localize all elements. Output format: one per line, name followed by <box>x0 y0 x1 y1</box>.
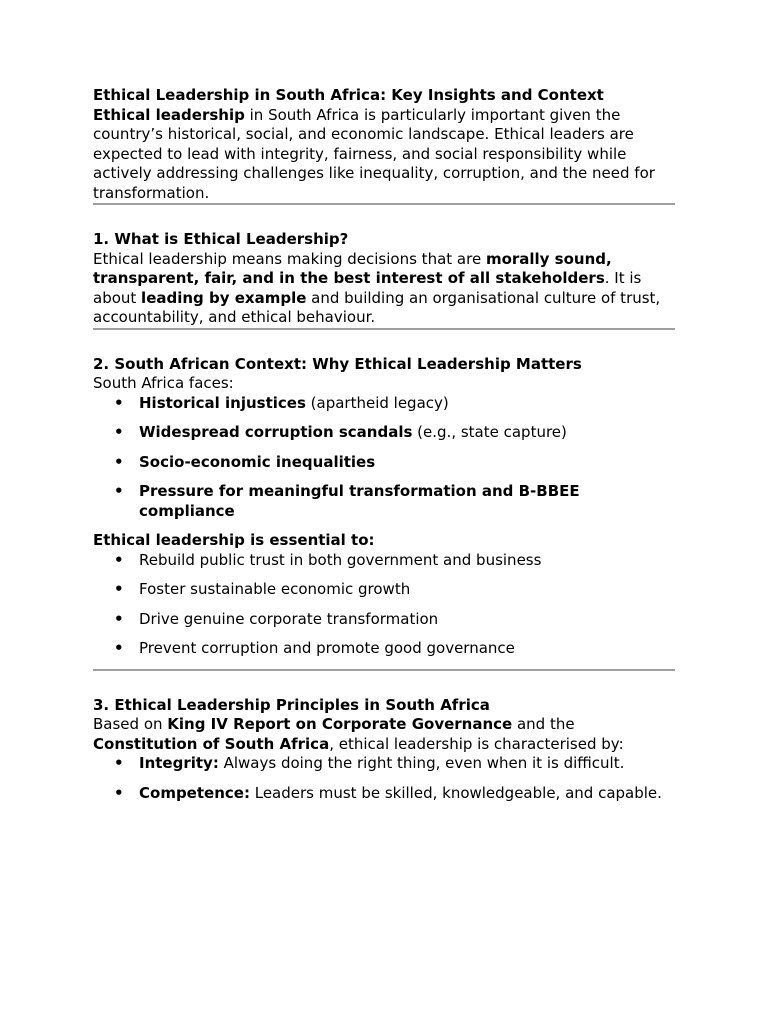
essential-list <box>93 551 675 659</box>
list-item <box>93 482 675 521</box>
bullet-icon: • <box>114 783 124 802</box>
bullet-icon: • <box>114 452 124 471</box>
list-item-bold: Competence: <box>139 783 250 802</box>
list-item-bold: Pressure for meaningful transformation and B-BBEE compliance <box>139 482 580 520</box>
document-title: Ethical Leadership in South Africa: Key Insights and Context <box>93 86 604 104</box>
list-item-text: Foster sustainable economic growth <box>139 580 411 598</box>
list-item-bold: Historical injustices <box>139 393 306 412</box>
section-3-bold-1: King IV Report on Corporate Governance <box>167 715 513 733</box>
section-2-heading: 2. South African Context: Why Ethical Leadership Matters <box>93 354 582 373</box>
list-item-bold: Socio-economic inequalities <box>139 452 376 471</box>
challenges-list <box>93 394 675 522</box>
section-1-bold-1: morally sound, transparent, fair, and in the best interest of all stakeholders <box>93 249 612 287</box>
list-item-text: Drive genuine corporate transformation <box>139 609 439 628</box>
bullet-icon: • <box>114 580 124 598</box>
list-item <box>93 423 675 443</box>
list-item <box>93 639 675 659</box>
intro-bold: Ethical leadership <box>93 105 245 124</box>
section-3-paragraph <box>93 715 675 754</box>
list-item <box>93 551 675 571</box>
section-divider <box>93 328 675 330</box>
bullet-icon: • <box>114 754 124 772</box>
list-item <box>93 453 675 473</box>
bullet-icon: • <box>114 639 124 657</box>
list-item <box>93 394 675 414</box>
section-3-heading: 3. Ethical Leadership Principles in South Africa <box>93 695 490 714</box>
section-1-bold-2: leading by example <box>141 288 307 307</box>
bullet-icon: • <box>114 423 124 441</box>
essential-heading: Ethical leadership is essential to: <box>93 531 375 549</box>
section-2-lead: South Africa faces: <box>93 374 234 392</box>
list-item-bold: Widespread corruption scandals <box>139 423 413 441</box>
section-3-bold-2: Constitution of South Africa <box>93 734 330 753</box>
intro-paragraph <box>93 106 675 204</box>
section-1-text-2: . It is about <box>93 269 642 307</box>
section-divider <box>93 669 675 671</box>
list-item-text: Prevent corruption and promote good governance <box>139 639 515 657</box>
bullet-icon: • <box>114 393 124 412</box>
list-item-text: Leaders must be skilled, knowledgeable, and capable. <box>249 783 662 802</box>
principles-list <box>93 754 675 803</box>
list-item-bold: Integrity: <box>139 754 219 772</box>
list-item <box>93 784 675 804</box>
list-item <box>93 754 675 774</box>
bullet-icon: • <box>114 482 124 500</box>
bullet-icon: • <box>114 550 124 569</box>
bullet-icon: • <box>114 609 124 628</box>
intro-text: in South Africa is particularly important given the country’s historical, social, and economic landscape. Ethical leaders are expected to lead with integrity, fairness, and social responsibility while actively addressing challenges like inequality, corruption, and the need for transformation. <box>93 105 655 202</box>
section-3-text-3: , ethical leadership is characterised by: <box>329 734 624 753</box>
section-1-text-3: and building an organisational culture of trust, accountability, and ethical behaviour. <box>93 288 661 326</box>
list-item-text: (apartheid legacy) <box>305 393 449 412</box>
section-divider <box>93 203 675 205</box>
section-3-text-1: Based on <box>93 715 168 733</box>
section-1-paragraph <box>93 250 675 328</box>
list-item-text: (e.g., state capture) <box>412 423 567 441</box>
section-1-heading: 1. What is Ethical Leadership? <box>93 230 349 248</box>
document-body <box>93 86 675 813</box>
list-item-text: Rebuild public trust in both government and business <box>139 550 542 569</box>
section-1-text-1: Ethical leadership means making decisions that are <box>93 249 486 268</box>
list-item <box>93 610 675 630</box>
section-3-text-2: and the <box>512 715 575 733</box>
list-item-text: Always doing the right thing, even when it is difficult. <box>218 754 625 772</box>
list-item <box>93 580 675 600</box>
